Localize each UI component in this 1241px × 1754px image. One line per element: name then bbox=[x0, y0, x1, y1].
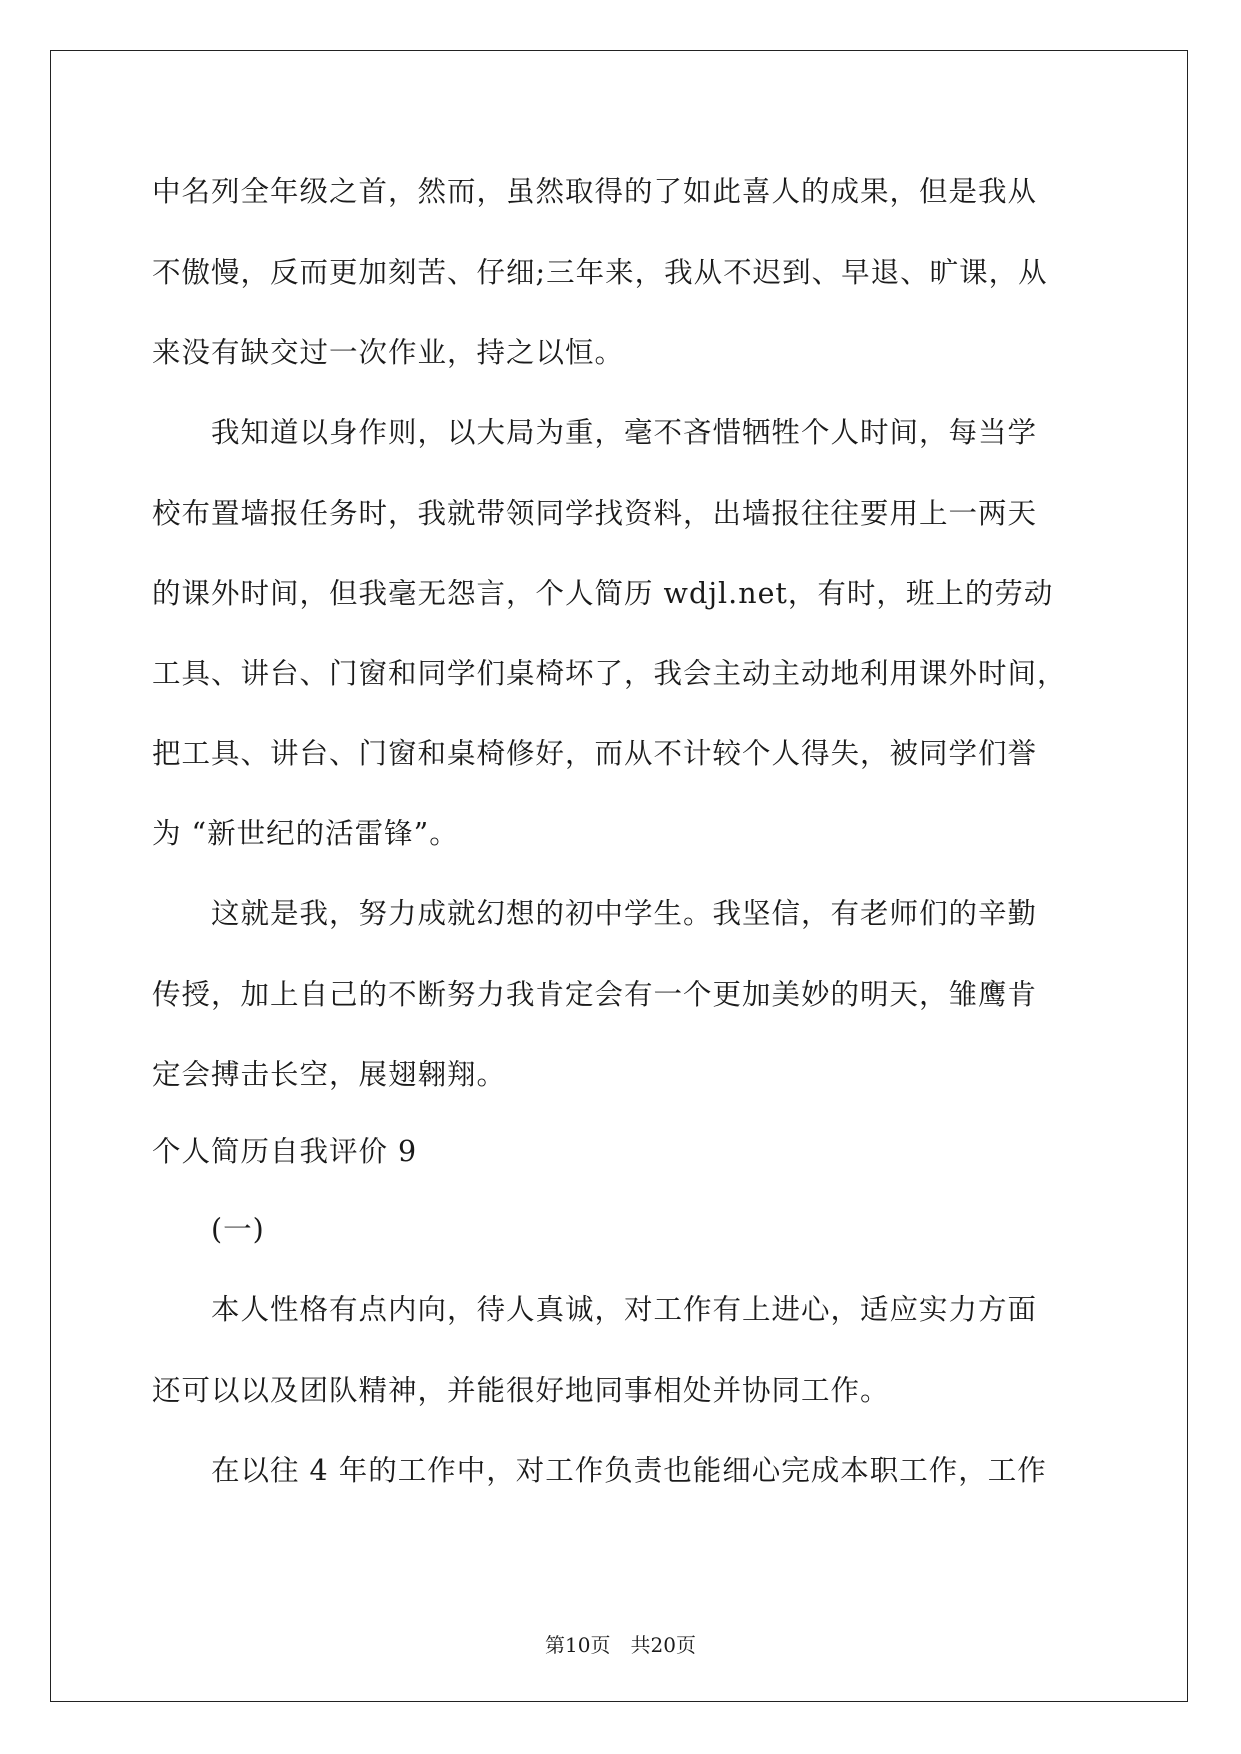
text-line: 校布置墙报任务时，我就带领同学找资料，出墙报往往要用上一两天 bbox=[152, 497, 1038, 530]
text-line: 不傲慢，反而更加刻苦、仔细;三年来，我从不迟到、早退、旷课，从 bbox=[152, 256, 1048, 289]
text-line: 工具、讲台、门窗和同学们桌椅坏了，我会主动主动地利用课外时间， bbox=[152, 657, 1067, 690]
text-line: (一) bbox=[152, 1213, 265, 1246]
text-line: 我知道以身作则，以大局为重，毫不吝惜牺牲个人时间，每当学 bbox=[152, 416, 1038, 449]
text-line: 来没有缺交过一次作业，持之以恒。 bbox=[152, 336, 625, 369]
text-line: 传授，加上自己的不断努力我肯定会有一个更加美妙的明天，雏鹰肯 bbox=[152, 978, 1038, 1011]
text-line: 在以往 4 年的工作中，对工作负责也能细心完成本职工作，工作 bbox=[152, 1454, 1047, 1487]
text-line: 定会搏击长空，展翅翱翔。 bbox=[152, 1058, 507, 1091]
text-line: 本人性格有点内向，待人真诚，对工作有上进心，适应实力方面 bbox=[152, 1293, 1038, 1326]
text-line: 中名列全年级之首，然而，虽然取得的了如此喜人的成果，但是我从 bbox=[152, 175, 1038, 208]
section-heading: 个人简历自我评价 9 bbox=[152, 1135, 418, 1168]
page-footer: 第10页 共20页 bbox=[545, 1633, 696, 1657]
text-line: 把工具、讲台、门窗和桌椅修好，而从不计较个人得失，被同学们誉 bbox=[152, 737, 1038, 770]
text-line: 的课外时间，但我毫无怨言，个人简历 wdjl.net，有时，班上的劳动 bbox=[152, 577, 1054, 610]
text-line: 这就是我，努力成就幻想的初中学生。我坚信，有老师们的辛勤 bbox=[152, 897, 1038, 930]
text-line: 还可以以及团队精神，并能很好地同事相处并协同工作。 bbox=[152, 1374, 890, 1407]
text-line: 为 “新世纪的活雷锋”。 bbox=[152, 817, 459, 850]
